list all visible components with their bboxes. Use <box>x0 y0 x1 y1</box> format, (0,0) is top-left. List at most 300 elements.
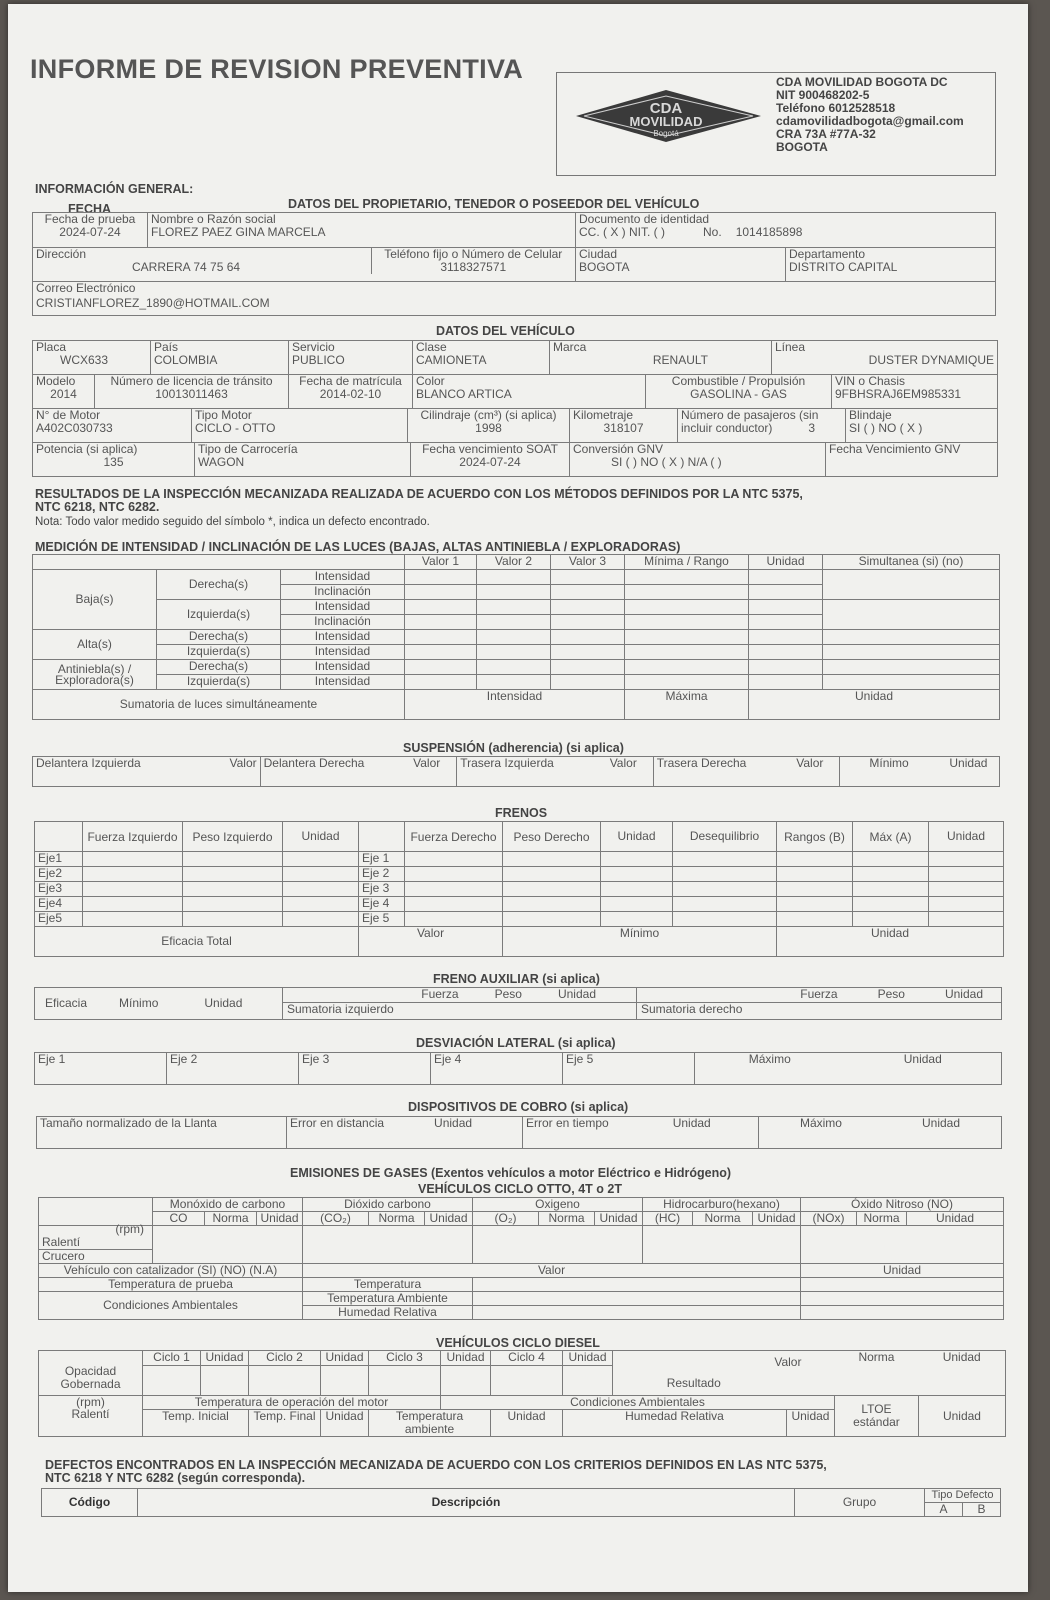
form-field-cell <box>359 822 405 852</box>
form-label-cell: Oxigeno <box>473 1198 643 1212</box>
motor-cell <box>33 409 192 443</box>
form-text: Tipo Motor <box>195 408 252 422</box>
form-text: Número de licencia de tránsito <box>110 374 273 388</box>
form-label-cell: Unidad <box>563 1351 613 1366</box>
form-field-cell <box>749 585 823 600</box>
form-field-cell <box>625 615 749 630</box>
form-label-cell: Izquierda(s) <box>157 675 281 690</box>
form-field-cell <box>503 867 601 882</box>
vehicle-table <box>32 340 998 375</box>
form-field-cell <box>83 897 183 912</box>
form-label-cell: Máx (A) <box>853 822 929 852</box>
form-field-cell <box>929 912 1004 927</box>
luces-table <box>32 554 1000 720</box>
form-field-cell <box>441 1366 491 1396</box>
kilometraje-cell <box>570 409 678 443</box>
form-field-cell <box>823 570 1000 600</box>
form-label-cell: Unidad <box>595 1212 643 1226</box>
departamento-cell <box>786 248 996 282</box>
form-label-cell: Peso Izquierdo <box>183 822 283 852</box>
form-text: DEFECTOS ENCONTRADOS EN LA INSPECCIÓN MECANIZADA DE ACUERDO CON LOS CRITERIOS DEFINIDOS EN LAS NTC 5375, <box>45 1458 827 1472</box>
form-field-cell <box>477 645 551 660</box>
defectos-table <box>41 1488 1001 1517</box>
form-text: Número de pasajeros (sin <box>681 408 819 422</box>
form-label-cell: Valor 1 <box>405 555 477 570</box>
form-text: 318107 <box>603 421 644 435</box>
form-field-cell <box>39 1222 153 1264</box>
form-field-cell <box>801 1292 1004 1306</box>
form-text: LTOE <box>861 1402 892 1416</box>
form-field-cell <box>183 882 283 897</box>
form-label-cell: Derecha(s) <box>157 570 281 600</box>
form-field-cell <box>853 852 929 867</box>
form-field-cell <box>183 897 283 912</box>
form-field-cell <box>371 248 575 274</box>
form-text: Tipo Defecto <box>925 1489 1000 1503</box>
form-field-cell <box>777 912 853 927</box>
form-text: Sumatoria izquierdo <box>287 1002 394 1016</box>
form-label-cell: Temperatura <box>303 1278 473 1292</box>
form-label-cell: Derecha(s) <box>157 630 281 645</box>
form-label-cell: Óxido Nitroso (NO) <box>801 1198 1004 1212</box>
form-text: No. <box>703 225 722 239</box>
form-field-cell <box>405 675 477 690</box>
form-label-cell: Eje1 <box>35 852 83 867</box>
form-label-cell: Norma <box>834 1351 918 1396</box>
form-text: Nombre o Razón social <box>151 212 276 226</box>
gnv-cell <box>570 443 826 477</box>
form-field-cell <box>853 867 929 882</box>
form-field-cell <box>321 1366 369 1396</box>
form-field-cell <box>405 912 503 927</box>
form-text: Unidad <box>672 1116 711 1130</box>
form-label-cell: Unidad <box>257 1212 303 1226</box>
form-text: Unidad <box>204 996 243 1010</box>
form-text: Documento de identidad <box>579 212 710 226</box>
form-text: WAGON <box>198 455 245 469</box>
form-text: CRISTIANFLOREZ_1890@HOTMAIL.COM <box>36 296 270 310</box>
nombre-cell <box>148 213 576 248</box>
vin-cell <box>832 375 998 409</box>
form-label-cell: Delantera Derecha <box>260 757 410 787</box>
defectos-heading <box>45 1459 827 1485</box>
form-field-cell <box>503 897 601 912</box>
otto-header: VEHÍCULOS CICLO OTTO, 4T o 2T <box>418 1182 622 1196</box>
form-field-cell <box>673 852 777 867</box>
form-text: Mínimo <box>119 996 159 1010</box>
form-text: SI ( ) NO ( X ) N/A ( ) <box>611 455 722 469</box>
documento-cell <box>576 213 996 248</box>
form-field-cell <box>523 1117 759 1149</box>
form-label-cell: Intensidad <box>281 660 405 675</box>
form-label-cell: Dióxido carbono <box>303 1198 473 1212</box>
form-label-cell: Eje 1 <box>35 1053 167 1085</box>
form-label-cell: Alta(s) <box>33 630 157 660</box>
form-text: Máximo <box>799 1116 842 1130</box>
form-label-cell: Unidad <box>918 1396 1005 1437</box>
form-label-cell: Temperatura Ambiente <box>303 1292 473 1306</box>
form-text: Potencia (si aplica) <box>36 442 138 456</box>
form-field-cell <box>551 675 625 690</box>
form-text: CC. ( X ) NIT. ( ) <box>579 225 665 239</box>
form-label-cell: Simultanea (si) (no) <box>823 555 1000 570</box>
soat-cell <box>411 443 570 477</box>
form-text: Fuerza <box>421 987 459 1001</box>
vehicle-table-2 <box>32 374 998 409</box>
form-field-cell <box>369 1366 441 1396</box>
form-label-cell: Unidad <box>601 822 673 852</box>
form-label-cell: Derecha(s) <box>157 660 281 675</box>
cilindraje-cell <box>408 409 570 443</box>
form-label-cell: Unidad <box>491 1410 563 1437</box>
form-label-cell: Izquierda(s) <box>157 645 281 660</box>
form-text: Fecha de matrícula <box>299 374 402 388</box>
form-label-cell: Norma <box>205 1212 257 1226</box>
form-text: COLOMBIA <box>154 353 218 367</box>
form-text: Unidad <box>557 987 596 1001</box>
form-label-cell: Mínimo <box>503 927 777 957</box>
marca-cell <box>550 341 772 375</box>
cda-nit: NIT 900468202-5 <box>776 88 870 102</box>
vehicle-table-4 <box>32 442 998 477</box>
form-field-cell <box>749 570 823 585</box>
form-text: Correo Electrónico <box>36 281 136 295</box>
form-field-cell <box>477 630 551 645</box>
form-field-cell <box>201 1366 249 1396</box>
form-text: Ciudad <box>579 247 618 261</box>
form-label-cell: Eje 1 <box>359 852 405 867</box>
cda-logo <box>566 86 766 146</box>
blindaje-cell <box>846 409 998 443</box>
form-field-cell <box>625 600 749 615</box>
placa-cell <box>33 341 151 375</box>
fecha-cell <box>33 213 148 248</box>
form-field-cell <box>853 912 929 927</box>
diesel-header: VEHÍCULOS CICLO DIESEL <box>436 1336 600 1350</box>
form-label-cell: Unidad <box>801 1264 1004 1278</box>
frenos-table <box>34 821 1004 957</box>
form-label-cell: Sumatoria de luces simultáneamente <box>33 690 405 720</box>
form-text: Unidad <box>921 1116 961 1130</box>
form-text: Modelo <box>36 374 76 388</box>
form-field-cell <box>777 852 853 867</box>
form-label-cell: Condiciones Ambientales <box>441 1396 835 1410</box>
form-label-cell: Eje4 <box>35 897 83 912</box>
form-field-cell <box>625 585 749 600</box>
form-text: 2014 <box>50 387 77 401</box>
luces-header: MEDICIÓN DE INTENSIDAD / INCLINACIÓN DE LAS LUCES (BAJAS, ALTAS ANTINIEBLA / EXPLORADORAS) <box>35 540 681 554</box>
form-field-cell <box>673 882 777 897</box>
form-label-cell: (HC) <box>643 1212 693 1226</box>
form-field-cell <box>249 1366 321 1396</box>
form-text: 2014-02-10 <box>319 387 382 401</box>
form-text: Ralentí <box>71 1407 110 1421</box>
frenos-header: FRENOS <box>495 806 548 820</box>
form-field-cell <box>801 1306 1004 1320</box>
form-text: Teléfono fijo o Número de Celular <box>384 247 563 261</box>
form-text: Marca <box>553 340 587 354</box>
vehicle-header: DATOS DEL VEHÍCULO <box>436 324 575 338</box>
form-text: País <box>154 340 179 354</box>
form-field-cell <box>749 675 823 690</box>
form-text: 3118327571 <box>440 260 507 274</box>
form-text: B <box>977 1502 986 1516</box>
form-field-cell <box>637 988 1002 1020</box>
cobro-table <box>36 1116 1002 1149</box>
form-field-cell <box>183 912 283 927</box>
form-field-cell <box>405 867 503 882</box>
form-text: Combustible / Propulsión <box>671 374 806 388</box>
owner-header: DATOS DEL PROPIETARIO, TENEDOR O POSEEDOR DEL VEHÍCULO <box>288 197 700 211</box>
form-label-cell: Temperatura de prueba <box>39 1278 303 1292</box>
form-field-cell <box>503 912 601 927</box>
form-text: Conversión GNV <box>573 442 664 456</box>
form-text: 1998 <box>475 421 502 435</box>
form-label-cell: Eje 4 <box>431 1053 563 1085</box>
form-label-cell: Norma <box>539 1212 595 1226</box>
form-field-cell <box>601 897 673 912</box>
form-field-cell <box>283 897 359 912</box>
emisiones-header: EMISIONES DE GASES (Exentos vehículos a motor Eléctrico e Hidrógeno) <box>290 1166 732 1180</box>
ciudad-cell <box>576 248 786 282</box>
form-label-cell: Eficacia Total <box>35 927 359 957</box>
form-field-cell <box>673 867 777 882</box>
form-label-cell: Intensidad <box>405 690 625 720</box>
form-label-cell: Máxima <box>625 690 749 720</box>
form-label-cell: Valor <box>607 757 654 787</box>
logo-sub-text: MOVILIDAD <box>629 114 703 129</box>
tipo-motor-cell <box>192 409 408 443</box>
direccion-cell <box>33 248 576 282</box>
form-label-cell: Monóxido de carbono <box>153 1198 303 1212</box>
form-text: SI ( ) NO ( X ) <box>849 421 923 435</box>
form-text: Error en tiempo <box>526 1116 609 1130</box>
form-label-cell: Peso Derecho <box>503 822 601 852</box>
form-field-cell <box>405 570 477 585</box>
form-field-cell <box>405 600 477 615</box>
cda-address: CRA 73A #77A-32 <box>776 127 876 141</box>
form-text: (rpm) <box>115 1222 144 1236</box>
form-text: GASOLINA - GAS <box>690 387 787 401</box>
cda-city: BOGOTA <box>776 140 828 154</box>
clase-cell <box>413 341 550 375</box>
form-field-cell <box>601 852 673 867</box>
cda-info <box>776 76 964 154</box>
form-text: FLOREZ PAEZ GINA MARCELA <box>151 225 326 239</box>
general-section-title: INFORMACIÓN GENERAL: <box>35 182 194 196</box>
form-field-cell <box>143 1366 201 1396</box>
form-label-cell: Valor 3 <box>551 555 625 570</box>
form-text: Dirección <box>36 247 87 261</box>
form-text: 2024-07-24 <box>59 225 121 239</box>
form-text: incluir conductor) <box>681 421 773 435</box>
form-label-cell: Ciclo 4 <box>491 1351 563 1366</box>
form-label-cell: Valor <box>227 757 261 787</box>
form-field-cell <box>777 882 853 897</box>
form-field-cell <box>929 852 1004 867</box>
report-title: INFORME DE REVISION PREVENTIVA <box>30 54 524 84</box>
form-field-cell <box>503 852 601 867</box>
form-label-cell: Unidad <box>786 1410 834 1437</box>
form-text: VIN o Chasis <box>835 374 906 388</box>
form-field-cell <box>283 912 359 927</box>
form-field-cell <box>777 897 853 912</box>
form-label-cell: Unidad <box>938 757 1000 787</box>
form-label-cell: Ciclo 2 <box>249 1351 321 1366</box>
form-field-cell <box>777 867 853 882</box>
form-field-cell <box>39 1351 143 1396</box>
form-label-cell: Eje 3 <box>299 1053 431 1085</box>
form-label-cell: Mínimo <box>840 757 938 787</box>
form-text: Opacidad <box>64 1364 117 1378</box>
form-label-cell: Desequilibrio <box>673 822 777 852</box>
form-label-cell: Valor <box>793 757 840 787</box>
form-label-cell: Temperatura de operación del motor <box>143 1396 441 1410</box>
form-text: Servicio <box>292 340 335 354</box>
form-label-cell: (O₂) <box>473 1212 539 1226</box>
licencia-cell <box>95 375 289 409</box>
form-field-cell <box>823 600 1000 630</box>
results-heading <box>35 488 803 514</box>
combustible-cell <box>646 375 832 409</box>
form-field-cell <box>563 1366 613 1396</box>
form-label-cell: Unidad <box>907 1212 1004 1226</box>
form-label-cell: Intensidad <box>281 630 405 645</box>
form-field-cell <box>551 585 625 600</box>
form-text: A <box>925 1503 963 1516</box>
form-field-cell <box>551 630 625 645</box>
form-label-cell: Temperatura ambiente <box>369 1410 491 1437</box>
form-field-cell <box>853 897 929 912</box>
form-field-cell <box>33 660 157 690</box>
diesel-table <box>38 1350 1006 1437</box>
gnv-vencimiento-cell <box>826 443 998 477</box>
form-label-cell: Tamaño normalizado de la Llanta <box>37 1117 287 1149</box>
form-text: 9FBHSRAJ6EM985331 <box>835 387 962 401</box>
form-field-cell <box>853 882 929 897</box>
form-label-cell: Valor <box>410 757 457 787</box>
form-text: 1014185898 <box>735 225 803 239</box>
form-field-cell <box>551 570 625 585</box>
form-field-cell <box>551 600 625 615</box>
form-label-cell: Fuerza Izquierdo <box>83 822 183 852</box>
form-label-cell: Temp. Inicial <box>143 1410 249 1437</box>
form-label-cell: Eje 4 <box>359 897 405 912</box>
suspension-header: SUSPENSIÓN (adherencia) (si aplica) <box>403 741 624 755</box>
form-field-cell <box>405 645 477 660</box>
form-field-cell <box>625 630 749 645</box>
form-field-cell <box>925 1489 1001 1517</box>
form-field-cell <box>643 1226 801 1264</box>
form-field-cell <box>39 1396 143 1437</box>
color-cell <box>413 375 646 409</box>
form-field-cell <box>183 867 283 882</box>
form-label-cell: Trasera Izquierda <box>457 757 607 787</box>
form-label-cell: Fuerza Derecho <box>405 822 503 852</box>
form-label-cell: Valor <box>303 1264 801 1278</box>
form-text: Fecha vencimiento SOAT <box>422 442 558 456</box>
form-field-cell <box>834 1396 918 1437</box>
form-field-cell <box>473 1292 801 1306</box>
form-text: Peso <box>877 987 905 1001</box>
form-field-cell <box>749 600 823 615</box>
form-text: 10013011463 <box>155 387 228 401</box>
form-text: Ralentí <box>42 1235 81 1249</box>
form-field-cell <box>625 675 749 690</box>
form-label-cell: Norma <box>857 1212 907 1226</box>
form-label-cell: Humedad Relativa <box>303 1306 473 1320</box>
form-label-cell: Eje5 <box>35 912 83 927</box>
form-label-cell: Unidad <box>753 1212 801 1226</box>
form-label-cell: Inclinación <box>281 585 405 600</box>
form-label-cell: Norma <box>693 1212 753 1226</box>
form-label-cell: Unidad <box>201 1351 249 1366</box>
form-field-cell <box>477 570 551 585</box>
pais-cell <box>151 341 289 375</box>
form-field-cell <box>477 675 551 690</box>
form-label-cell: Eje 2 <box>359 867 405 882</box>
form-text: N° de Motor <box>36 408 101 422</box>
form-field-cell <box>749 615 823 630</box>
form-label-cell: Hidrocarburo(hexano) <box>643 1198 801 1212</box>
form-label-cell: Trasera Derecha <box>653 757 793 787</box>
cda-email: cdamovilidadbogota@gmail.com <box>776 114 964 128</box>
form-label-cell: Descripción <box>138 1489 795 1517</box>
form-label-cell: Inclinación <box>281 615 405 630</box>
form-text: Color <box>416 374 445 388</box>
form-text: Cilindraje (cm³) (si aplica) <box>420 408 557 422</box>
desviacion-header: DESVIACIÓN LATERAL (si aplica) <box>416 1036 616 1050</box>
form-field-cell <box>477 615 551 630</box>
form-label-cell: Ciclo 3 <box>369 1351 441 1366</box>
form-text: Fuerza <box>800 987 838 1001</box>
form-field-cell <box>823 675 1000 690</box>
form-field-cell <box>283 882 359 897</box>
form-field-cell <box>405 615 477 630</box>
form-text: RESULTADOS DE LA INSPECCIÓN MECANIZADA REALIZADA DE ACUERDO CON LOS MÉTODOS DEFINIDOS POR LA NTC 5375, <box>35 487 803 501</box>
freno-aux-header: FRENO AUXILIAR (si aplica) <box>433 972 600 986</box>
form-field-cell <box>83 852 183 867</box>
form-text: Sumatoria derecho <box>641 1002 743 1016</box>
form-field-cell <box>823 645 1000 660</box>
form-label-cell: Unidad <box>918 1351 1005 1396</box>
form-field-cell <box>405 852 503 867</box>
form-field-cell <box>405 897 503 912</box>
form-label-cell: Mínima / Rango <box>625 555 749 570</box>
form-field-cell <box>823 630 1000 645</box>
form-label-cell: Eje2 <box>35 867 83 882</box>
form-label-cell: Unidad <box>425 1212 473 1226</box>
form-label-cell: Ciclo 1 <box>143 1351 201 1366</box>
form-field-cell <box>283 852 359 867</box>
form-text: Clase <box>416 340 447 354</box>
owner-table <box>32 212 996 316</box>
form-text: BOGOTA <box>579 260 630 274</box>
form-field-cell <box>551 615 625 630</box>
form-label-cell: Norma <box>369 1212 425 1226</box>
form-field-cell <box>613 1351 835 1396</box>
carroceria-cell <box>195 443 411 477</box>
form-label-cell: Unidad <box>749 690 1000 720</box>
form-text: DISTRITO CAPITAL <box>789 260 898 274</box>
form-label-cell: Eje 2 <box>167 1053 299 1085</box>
form-field-cell <box>673 897 777 912</box>
form-label-cell: Código <box>42 1489 138 1517</box>
form-label-cell: Condiciones Ambientales <box>39 1292 303 1320</box>
matricula-cell <box>289 375 413 409</box>
form-field-cell <box>749 660 823 675</box>
form-text: DUSTER DYNAMIQUE <box>868 353 994 367</box>
